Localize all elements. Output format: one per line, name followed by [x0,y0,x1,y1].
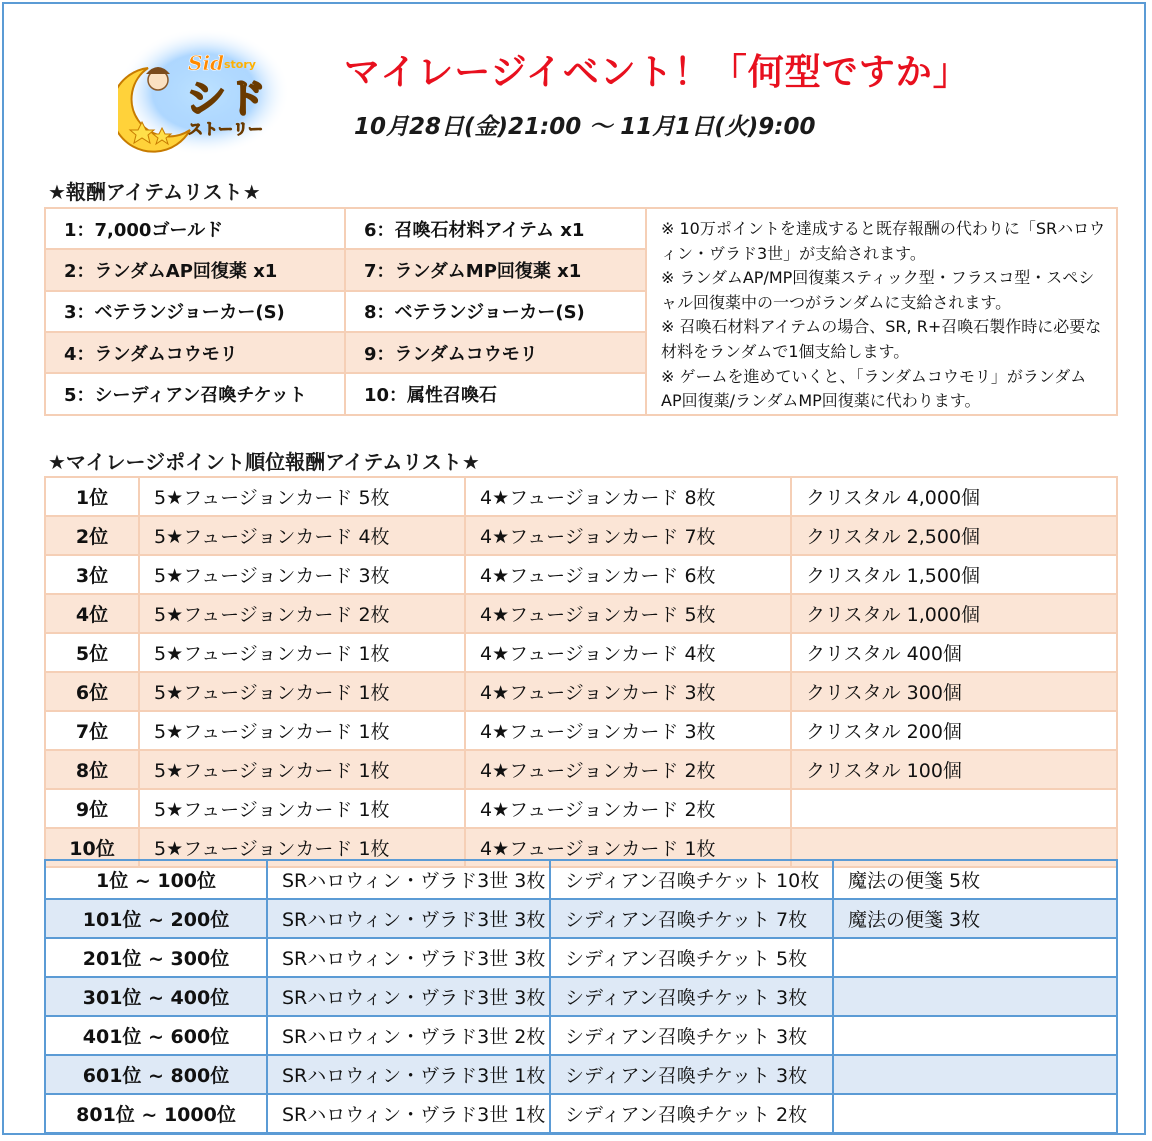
rank-cell: 1位 ~ 100位 [45,860,267,899]
reward-cell: 5★フュージョンカード 1枚 [139,789,465,828]
rank-row [45,750,1117,789]
event-period: 10月28日(金)21:00 〜 11月1日(火)9:00 [354,114,816,140]
reward-item: 7：ランダムMP回復薬 x1 [345,249,646,290]
rank-row [45,672,1117,711]
reward-cell: 4★フュージョンカード 1枚 [465,828,791,867]
rank-row [45,516,1117,555]
rank-cell: 1位 [45,477,139,516]
svg-text:ストーリー: ストーリー [188,120,264,138]
reward-note: ※ ゲームを進めていくと、「ランダムコウモリ」がランダムAP回復薬/ランダムMP回復薬に代わります。 [661,366,1087,411]
reward-cell: クリスタル 2,500個 [791,516,1117,555]
reward-cell: シディアン召喚チケット 3枚 [550,977,833,1016]
reward-cell: シディアン召喚チケット 3枚 [550,1016,833,1055]
rank-row [45,633,1117,672]
reward-cell [833,1094,1117,1133]
rank-cell: 801位 ~ 1000位 [45,1094,267,1133]
reward-cell: クリスタル 4,000個 [791,477,1117,516]
reward-cell [833,977,1117,1016]
rank-row [45,789,1117,828]
rank-row [45,594,1117,633]
reward-cell: クリスタル 200個 [791,711,1117,750]
reward-cell: 5★フュージョンカード 1枚 [139,711,465,750]
reward-cell [833,1055,1117,1094]
reward-item: 8：ベテランジョーカー(S) [345,291,646,332]
reward-cell: 4★フュージョンカード 2枚 [465,789,791,828]
reward-cell: 5★フュージョンカード 5枚 [139,477,465,516]
reward-cell: 5★フュージョンカード 1枚 [139,750,465,789]
reward-cell: SRハロウィン・ヴラド3世 3枚 [267,938,550,977]
reward-cell: シディアン召喚チケット 7枚 [550,899,833,938]
rank-cell: 6位 [45,672,139,711]
reward-item: 9：ランダムコウモリ [345,332,646,373]
reward-item: 3：ベテランジョーカー(S) [45,291,345,332]
reward-row [45,208,1117,249]
reward-cell: SRハロウィン・ヴラド3世 1枚 [267,1055,550,1094]
reward-cell [833,938,1117,977]
reward-item: 6：召喚石材料アイテム x1 [345,208,646,249]
svg-text:シド: シド [186,76,266,122]
range-rank-table [44,859,1118,1134]
event-title: マイレージイベント！「何型ですか」 [344,52,970,93]
reward-cell: シディアン召喚チケット 3枚 [550,1055,833,1094]
reward-cell: 4★フュージョンカード 3枚 [465,672,791,711]
game-logo [118,30,290,162]
reward-cell: SRハロウィン・ヴラド3世 2枚 [267,1016,550,1055]
reward-cell: 4★フュージョンカード 5枚 [465,594,791,633]
reward-cell: 5★フュージョンカード 1枚 [139,633,465,672]
reward-cell: シディアン召喚チケット 10枚 [550,860,833,899]
rank-cell: 201位 ~ 300位 [45,938,267,977]
reward-cell: 魔法の便箋 3枚 [833,899,1117,938]
reward-note: ※ 召喚石材料アイテムの場合、SR, R+召喚石製作時に必要な材料をランダムで1個支給します。 [661,317,1102,361]
svg-text:Sid: Sid [188,51,225,75]
reward-cell [833,1016,1117,1055]
reward-item: 1：7,000ゴールド [45,208,345,249]
rank-cell: 401位 ~ 600位 [45,1016,267,1055]
reward-cell: 5★フュージョンカード 2枚 [139,594,465,633]
reward-cell: SRハロウィン・ヴラド3世 3枚 [267,899,550,938]
reward-cell: SRハロウィン・ヴラド3世 1枚 [267,1094,550,1133]
rank-row [45,711,1117,750]
rank-row [45,555,1117,594]
reward-cell: クリスタル 1,500個 [791,555,1117,594]
reward-cell: シディアン召喚チケット 5枚 [550,938,833,977]
rank-cell: 4位 [45,594,139,633]
rank-cell: 10位 [45,828,139,867]
rank-cell: 101位 ~ 200位 [45,899,267,938]
rank-cell: 7位 [45,711,139,750]
reward-cell: クリスタル 1,000個 [791,594,1117,633]
reward-cell: 4★フュージョンカード 3枚 [465,711,791,750]
reward-list-heading: ★報酬アイテムリスト★ [48,180,261,204]
reward-item: 5：シーディアン召喚チケット [45,373,345,414]
reward-cell: 4★フュージョンカード 6枚 [465,555,791,594]
rank-cell: 5位 [45,633,139,672]
reward-item: 4：ランダムコウモリ [45,332,345,373]
reward-notes [646,208,1117,415]
reward-note: ※ 10万ポイントを達成すると既存報酬の代わりに「SRハロウィン・ヴラド3世」が支給されます。 [661,219,1106,263]
rank-row [45,1094,1117,1133]
reward-cell: 5★フュージョンカード 4枚 [139,516,465,555]
rank-list-heading: ★マイレージポイント順位報酬アイテムリスト★ [48,450,480,474]
reward-cell: 4★フュージョンカード 4枚 [465,633,791,672]
reward-cell: 4★フュージョンカード 7枚 [465,516,791,555]
rank-cell: 9位 [45,789,139,828]
rank-cell: 8位 [45,750,139,789]
svg-text:story: story [224,58,256,71]
reward-note: ※ ランダムAP/MP回復薬スティック型・フラスコ型・スペシャル回復薬中の一つがランダムに支給されます。 [661,268,1095,312]
rank-cell: 601位 ~ 800位 [45,1055,267,1094]
reward-cell: クリスタル 300個 [791,672,1117,711]
reward-cell: 5★フュージョンカード 3枚 [139,555,465,594]
reward-cell: 4★フュージョンカード 2枚 [465,750,791,789]
reward-item: 2：ランダムAP回復薬 x1 [45,249,345,290]
top-rank-table [44,476,1118,868]
reward-cell: クリスタル 100個 [791,750,1117,789]
rank-row [45,860,1117,899]
rank-cell: 301位 ~ 400位 [45,977,267,1016]
reward-cell: 4★フュージョンカード 8枚 [465,477,791,516]
rank-row [45,938,1117,977]
rank-row [45,1055,1117,1094]
reward-item-table [44,207,1118,416]
rank-row [45,977,1117,1016]
rank-row [45,1016,1117,1055]
reward-cell: 魔法の便箋 5枚 [833,860,1117,899]
reward-cell: SRハロウィン・ヴラド3世 3枚 [267,860,550,899]
reward-item: 10：属性召喚石 [345,373,646,414]
rank-row [45,899,1117,938]
reward-cell: シディアン召喚チケット 2枚 [550,1094,833,1133]
reward-cell: 5★フュージョンカード 1枚 [139,828,465,867]
reward-cell: SRハロウィン・ヴラド3世 3枚 [267,977,550,1016]
rank-cell: 2位 [45,516,139,555]
reward-cell: クリスタル 400個 [791,633,1117,672]
rank-cell: 3位 [45,555,139,594]
reward-cell: 5★フュージョンカード 1枚 [139,672,465,711]
reward-cell [791,789,1117,828]
rank-row [45,477,1117,516]
